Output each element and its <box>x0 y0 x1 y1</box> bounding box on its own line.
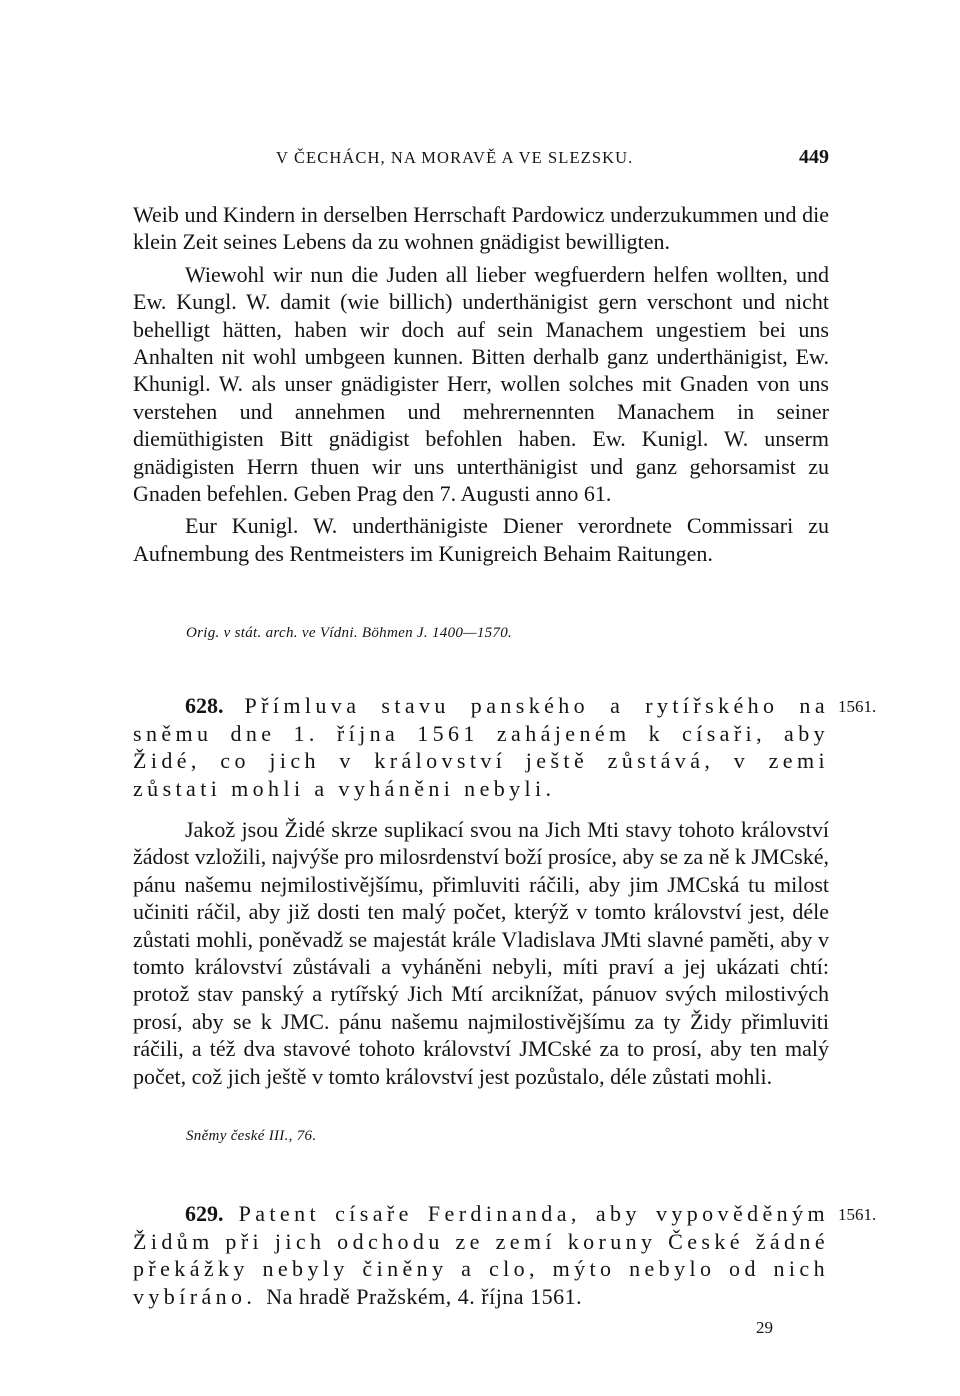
doc-629-number: 629. <box>185 1201 224 1226</box>
doc-629-heading <box>133 1200 829 1310</box>
doc-628-title: Přímluva stavu panského a rytířského na sněmu dne 1. října 1561 zahájeném k císaři, aby Židé, co jich v království ještě zůstává, v zemi zůstati mohli a vyháněni nebyli. <box>133 693 829 801</box>
doc-629-title: Patent císaře Ferdinanda, aby vypověděným Židům při jich odchodu ze zemí koruny České žádné překážky nebyly činěny a clo, mýto nebylo od nich vybíráno. <box>133 1201 829 1309</box>
paragraph-1: Weib und Kindern in derselben Herrschaft Pardowicz underzukummen und die klein Zeit seines Lebens da zu wohnen gnädigist bewilligten. <box>133 202 829 255</box>
doc-628-number: 628. <box>185 693 224 718</box>
page-number: 449 <box>799 146 829 168</box>
document-629 <box>133 1200 829 1310</box>
doc-629-place-date: Na hradě Pražském, 4. října 1561. <box>266 1283 583 1309</box>
paragraph-2: Wiewohl wir nun die Juden all lieber wegfuerdern helfen wollten, und Ew. Kungl. W. damit (wie billich) underthänigist gern verschont und nicht behelligt hätten, haben wir doch auf sein Manachem ungestiem bei uns Anhalten nit wohl umbgeen kunnen. Bitten derhalb ganz underthänigist, Ew. Khunigl. W. als unser gnädigister Herr, wollen solches mit Gnaden von uns verstehen und annehmen und mehrernennten Manachem in seiner diemüthigisten Bitt gnädigist befohlen haben. Ew. Kunigl. W. unserm gnädigisten Herrn thuen wir uns unterthänigist und ganz gehorsamist zu Gnaden befehlen. Geben Prag den 7. Augusti anno 61. <box>133 261 829 507</box>
paragraph-3: Eur Kunigl. W. underthänigiste Diener verordnete Commissari zu Aufnembung des Rentmeisters im Kunigreich Behaim Raitungen. <box>133 513 829 566</box>
continued-letter <box>133 201 829 567</box>
source-citation-1: Orig. v stát. arch. ve Vídni. Böhmen J. 1400—1570. <box>186 625 513 641</box>
doc-628-heading <box>133 692 829 802</box>
doc-628-year: 1561. <box>838 697 877 716</box>
doc-628-body <box>133 816 829 1090</box>
source-citation-2: Sněmy české III., 76. <box>186 1128 317 1144</box>
document-628 <box>133 692 829 802</box>
running-title: V ČECHÁCH, NA MORAVĚ A VE SLEZSKU. <box>276 148 634 167</box>
signature-mark: 29 <box>756 1318 773 1337</box>
doc-628-text: Jakož jsou Židé skrze suplikací svou na Jich Mti stavy tohoto království žádost vzložili, najvýše pro milosrdenství boží prosíce, aby se za ně k JMCské, pánu našemu nejmilostivějšímu, přimluviti ráčili, aby jim JMCská tu milost učiniti ráčil, aby již dosti ten malý počet, kterýž v tomto království jest, déle zůstati mohli, poněvadž se majestát krále Vladislava JMti slavné paměti, aby v tomto království zůstávali a vyháněni nebyli, míti praví a jej ukázati chtí: protož stav panský a rytířský Jich Mtí arciknížat, pánuov svých milostivých prosí, aby se k JMC. pánu našemu najmilostivějšímu za ty Židy přimluviti ráčili, a též dva stavové tohoto království JMCské za to prosí, aby ten malý počet, což jich ještě v tomto království jest pozůstalo, déle zůstati mohli. <box>133 817 829 1089</box>
doc-629-year: 1561. <box>838 1205 877 1224</box>
